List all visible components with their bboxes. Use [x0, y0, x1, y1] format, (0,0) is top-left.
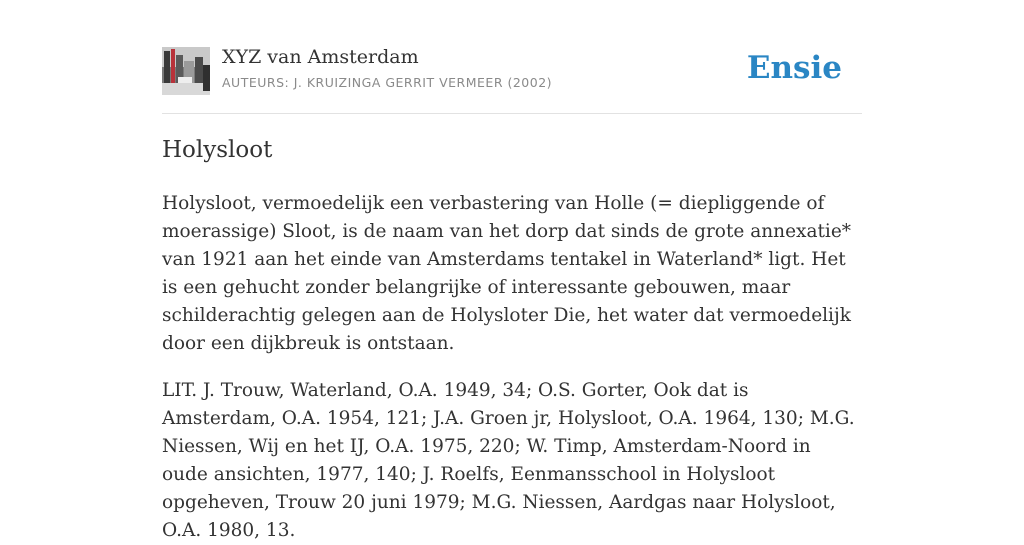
book-authors: AUTEURS: J. KRUIZINGA GERRIT VERMEER (2002) [222, 75, 553, 90]
header-divider [162, 113, 862, 114]
brand-logo[interactable]: Ensie [746, 50, 842, 86]
header [162, 46, 862, 96]
book-cover-icon [162, 47, 210, 95]
book-title[interactable]: XYZ van Amsterdam [222, 46, 419, 68]
entry-title: Holysloot [162, 137, 273, 163]
entry-paragraph-literature: LIT. J. Trouw, Waterland, O.A. 1949, 34; O.S. Gorter, Ook dat is Amsterdam, O.A. 1954, 121; J.A. Groen jr, Holysloot, O.A. 1964, 130; M.G. Niessen, Wij en het IJ, O.A. 1975, 220; W. Timp, Amsterdam-Noord in oude ansichten, 1977, 140; J. Roelfs, Eenmansschool in Holysloot opgeheven, Trouw 20 juni 1979; M.G. Niessen, Aardgas naar Holysloot, O.A. 1980, 13. [162, 380, 855, 541]
book-cover-avatar[interactable] [162, 47, 210, 95]
entry-paragraph-description: Holysloot, vermoedelijk een verbastering van Holle (= diepliggende of moerassige) Sloot, is de naam van het dorp dat sinds de grote annexatie* van 1921 aan het einde van Amsterdams tentakel in Waterland* ligt. Het is een gehucht zonder belangrijke of interessante gebouwen, maar schilderachtig gelegen aan de Holysloter Die, het water dat vermoedelijk door een dijkbreuk is ontstaan. [162, 193, 852, 354]
